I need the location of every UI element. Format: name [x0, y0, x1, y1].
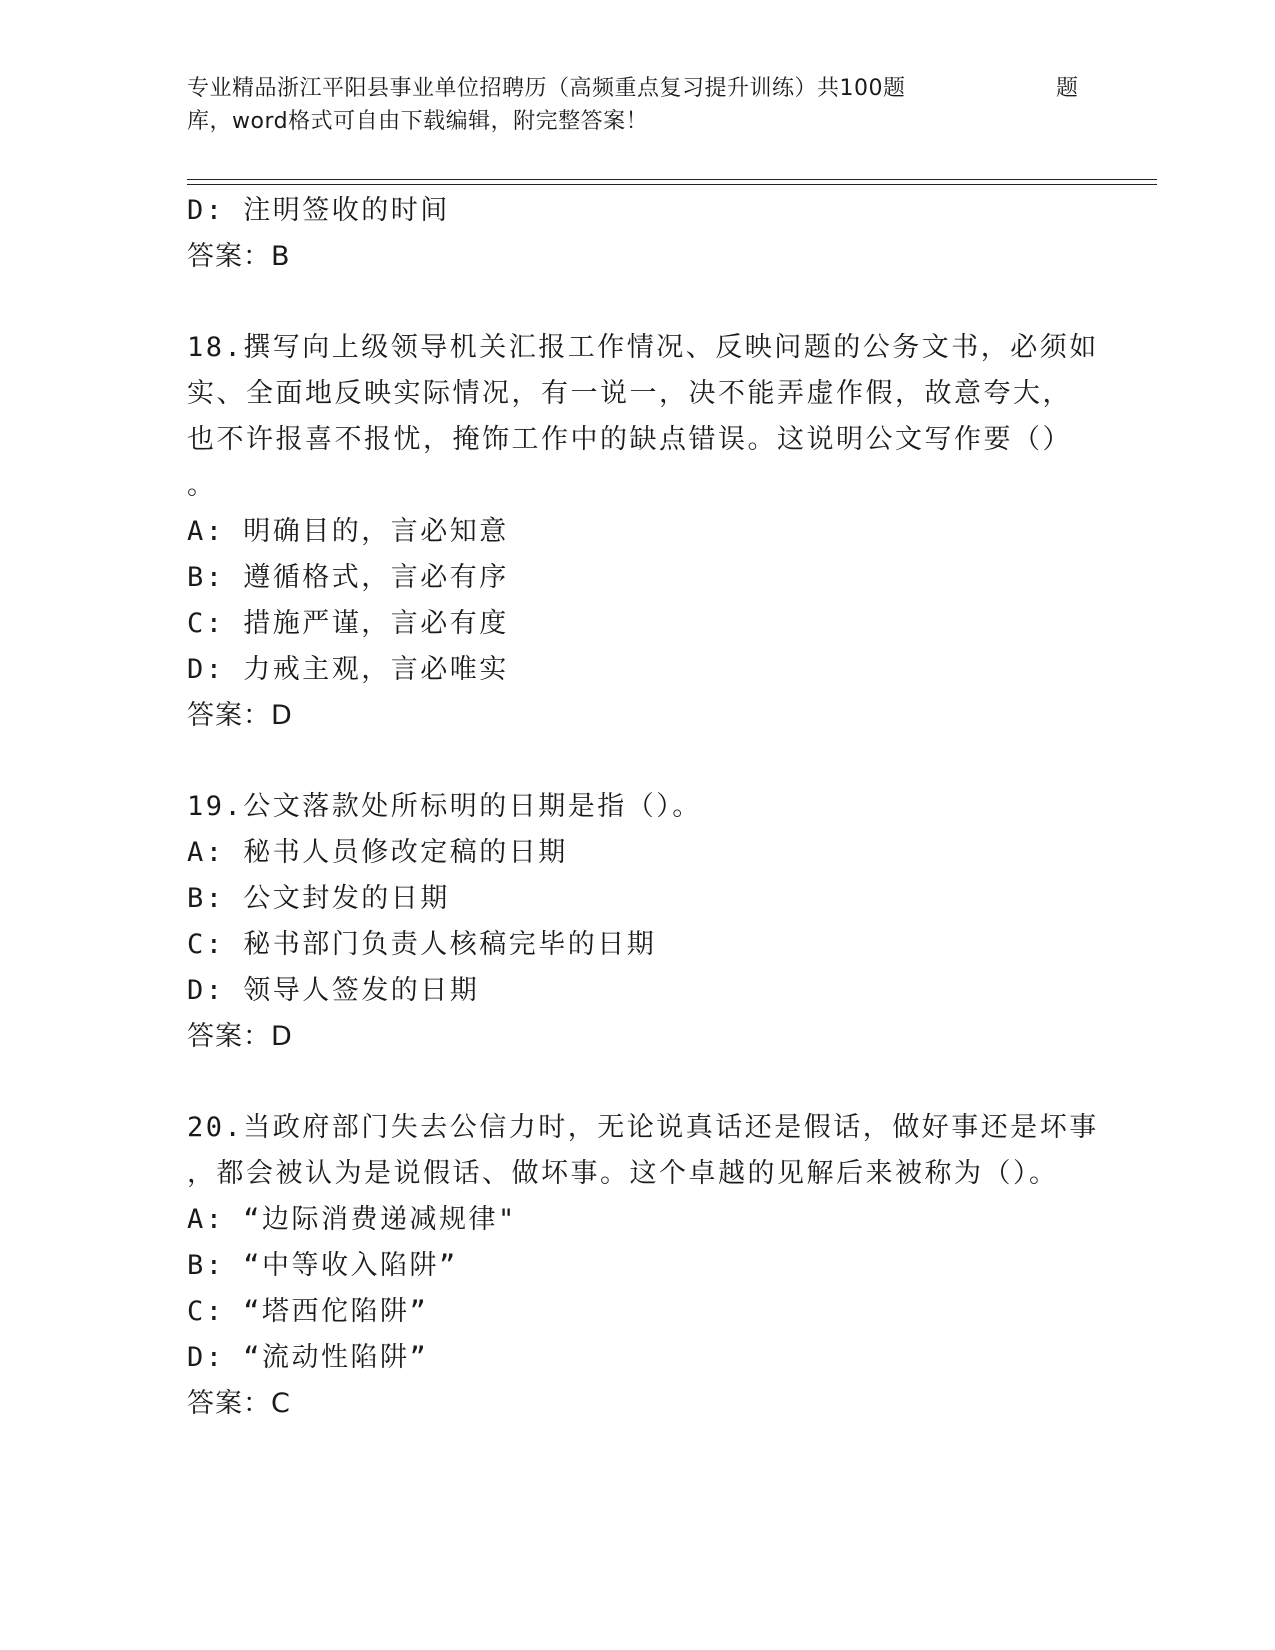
question-stem-line: 19.公文落款处所标明的日期是指（）。 — [187, 791, 702, 822]
answer-label: 答案：D — [187, 700, 293, 731]
spacer — [187, 739, 1087, 784]
question-19 — [187, 784, 1087, 1060]
option-b: B: 公文封发的日期 — [187, 883, 450, 914]
question-18 — [187, 325, 1099, 739]
question-20 — [187, 1105, 1099, 1427]
option-a: A: “边际消费递减规律" — [187, 1204, 517, 1235]
question-stem-line: 实、全面地反映实际情况，有一说一，决不能弄虚作假，故意夸大， — [187, 378, 1072, 409]
spacer — [187, 280, 1087, 325]
answer-label: 答案：B — [187, 241, 291, 272]
question-stem-line: 18.撰写向上级领导机关汇报工作情况、反映问题的公务文书，必须如 — [187, 332, 1099, 363]
question-stem-line: ，都会被认为是说假话、做坏事。这个卓越的见解后来被称为（）。 — [187, 1158, 1059, 1189]
document-body — [187, 188, 1099, 1427]
option-c: C: 秘书部门负责人核稿完毕的日期 — [187, 929, 657, 960]
answer-label: 答案：C — [187, 1388, 291, 1419]
question-17-tail — [187, 188, 1087, 280]
question-stem-line: 20.当政府部门失去公信力时，无论说真话还是假话，做好事还是坏事 — [187, 1112, 1099, 1143]
question-stem-line: 。 — [187, 470, 217, 501]
header-line-1: 专业精品浙江平阳县事业单位招聘历（高频重点复习提升训练）共100题 — [187, 76, 906, 101]
question-stem-line: 也不许报喜不报忧，掩饰工作中的缺点错误。这说明公文写作要（） — [187, 424, 1072, 455]
document-header — [187, 72, 1087, 138]
header-rule-top — [187, 179, 1157, 180]
option-b: B: “中等收入陷阱” — [187, 1250, 458, 1281]
option-c: C: 措施严谨，言必有度 — [187, 608, 509, 639]
option-c: C: “塔西佗陷阱” — [187, 1296, 429, 1327]
header-line-1-tail: 题 — [1056, 76, 1079, 101]
option-d: D: 力戒主观，言必唯实 — [187, 654, 509, 685]
option-d: D: 注明签收的时间 — [187, 195, 450, 226]
answer-label: 答案：D — [187, 1021, 293, 1052]
option-b: B: 遵循格式，言必有序 — [187, 562, 509, 593]
option-a: A: 明确目的，言必知意 — [187, 516, 509, 547]
spacer — [187, 1060, 1087, 1105]
option-a: A: 秘书人员修改定稿的日期 — [187, 837, 568, 868]
option-d: D: 领导人签发的日期 — [187, 975, 480, 1006]
header-rule-bottom — [187, 184, 1157, 185]
option-d: D: “流动性陷阱” — [187, 1342, 429, 1373]
header-line-2: 库，word格式可自由下载编辑，附完整答案！ — [187, 109, 649, 134]
